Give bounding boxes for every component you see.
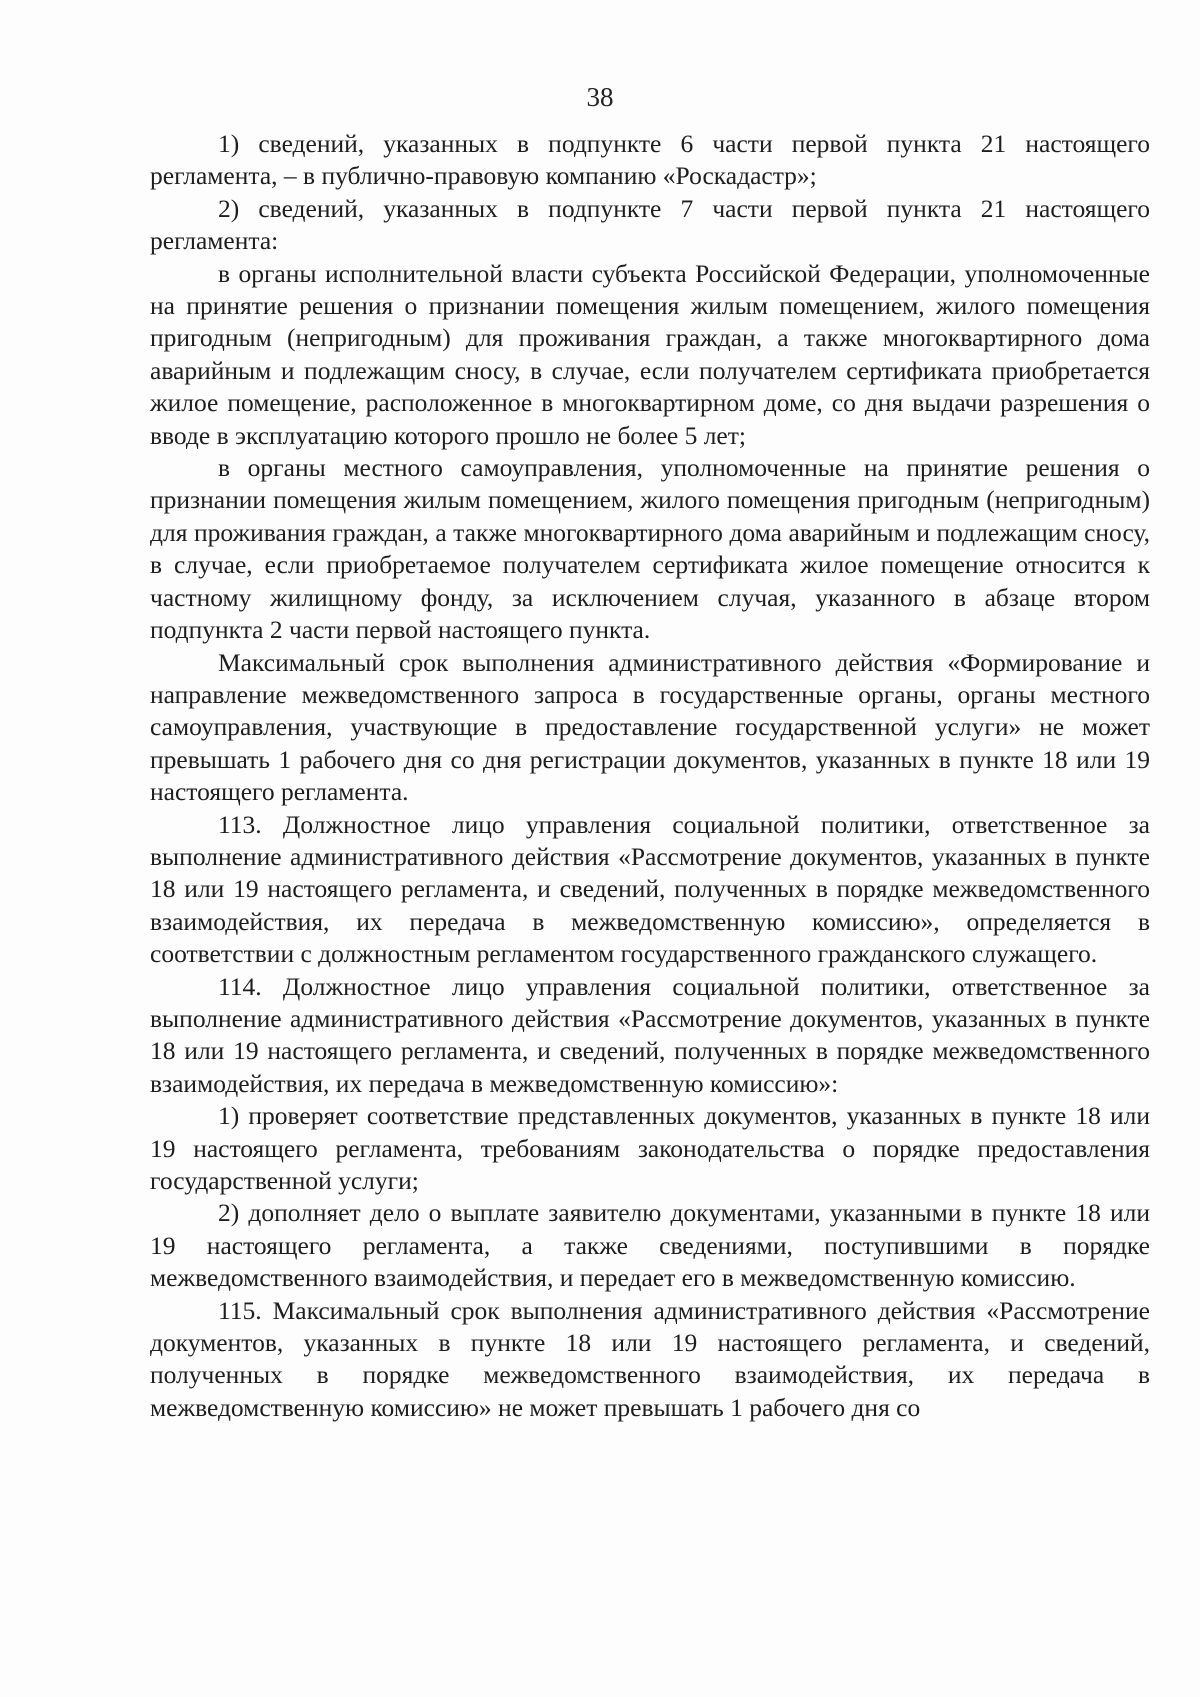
document-body xyxy=(150,128,1150,1424)
paragraph-subitem-2: 2) сведений, указанных в подпункте 7 части первой пункта 21 настоящего регламента: xyxy=(150,193,1150,256)
paragraph-item-113: 113. Должностное лицо управления социальной политики, ответственное за выполнение административного действия «Рассмотрение документов, указанных в пункте 18 или 19 настоящего регламента, и сведений, полученных в порядке межведомственного взаимодействия, их передача в межведомственную комиссию», определяется в соответствии с должностным регламентом государственного гражданского служащего. xyxy=(150,809,1150,969)
paragraph-item-114: 114. Должностное лицо управления социальной политики, ответственное за выполнение административного действия «Рассмотрение документов, указанных в пункте 18 или 19 настоящего регламента, и сведений, полученных в порядке межведомственного взаимодействия, их передача в межведомственную комиссию»: xyxy=(150,971,1150,1098)
paragraph-item-115: 115. Максимальный срок выполнения административного действия «Рассмотрение документов, указанных в пункте 18 или 19 настоящего регламента, и сведений, полученных в порядке межведомственного взаимодействия, их передача в межведомственную комиссию» не может превышать 1 рабочего дня со xyxy=(150,1295,1150,1422)
page-number: 38 xyxy=(586,82,614,112)
paragraph-item-114-sub-2: 2) дополняет дело о выплате заявителю документами, указанными в пункте 18 или 19 настоящего регламента, а также сведениями, поступившими в порядке межведомственного взаимодействия, и передает его в межведомственную комиссию. xyxy=(150,1198,1150,1293)
paragraph-local-authorities: в органы местного самоуправления, уполномоченные на принятие решения о признании помещения жилым помещением, жилого помещения пригодным (непригодным) для проживания граждан, а также многоквартирного дома аварийным и подлежащим сносу, в случае, если приобретаемое получателем сертификата жилое помещение относится к частному жилищному фонду, за исключением случая, указанного в абзаце втором подпункта 2 части первой настоящего пункта. xyxy=(150,453,1150,645)
paragraph-subitem-1: 1) сведений, указанных в подпункте 6 части первой пункта 21 настоящего регламента, – в публично-правовую компанию «Роскадастр»; xyxy=(150,129,1150,191)
paragraph-max-term-request: Максимальный срок выполнения административного действия «Формирование и направление межведомственного запроса в государственные органы, органы местного самоуправления, участвующие в предоставление государственной услуги» не может превышать 1 рабочего дня со дня регистрации документов, указанных в пункте 18 или 19 настоящего регламента. xyxy=(150,647,1150,807)
paragraph-item-114-sub-1: 1) проверяет соответствие представленных документов, указанных в пункте 18 или 19 настоящего регламента, требованиям законодательства о порядке предоставления государственной услуги; xyxy=(150,1101,1150,1195)
paragraph-executive-authorities: в органы исполнительной власти субъекта Российской Федерации, уполномоченные на принятие решения о признании помещения жилым помещением, жилого помещения пригодным (непригодным) для проживания граждан, а также многоквартирного дома аварийным и подлежащим сносу, в случае, если получателем сертификата приобретается жилое помещение, расположенное в многоквартирном доме, со дня выдачи разрешения о вводе в эксплуатацию которого прошло не более 5 лет; xyxy=(150,258,1150,450)
